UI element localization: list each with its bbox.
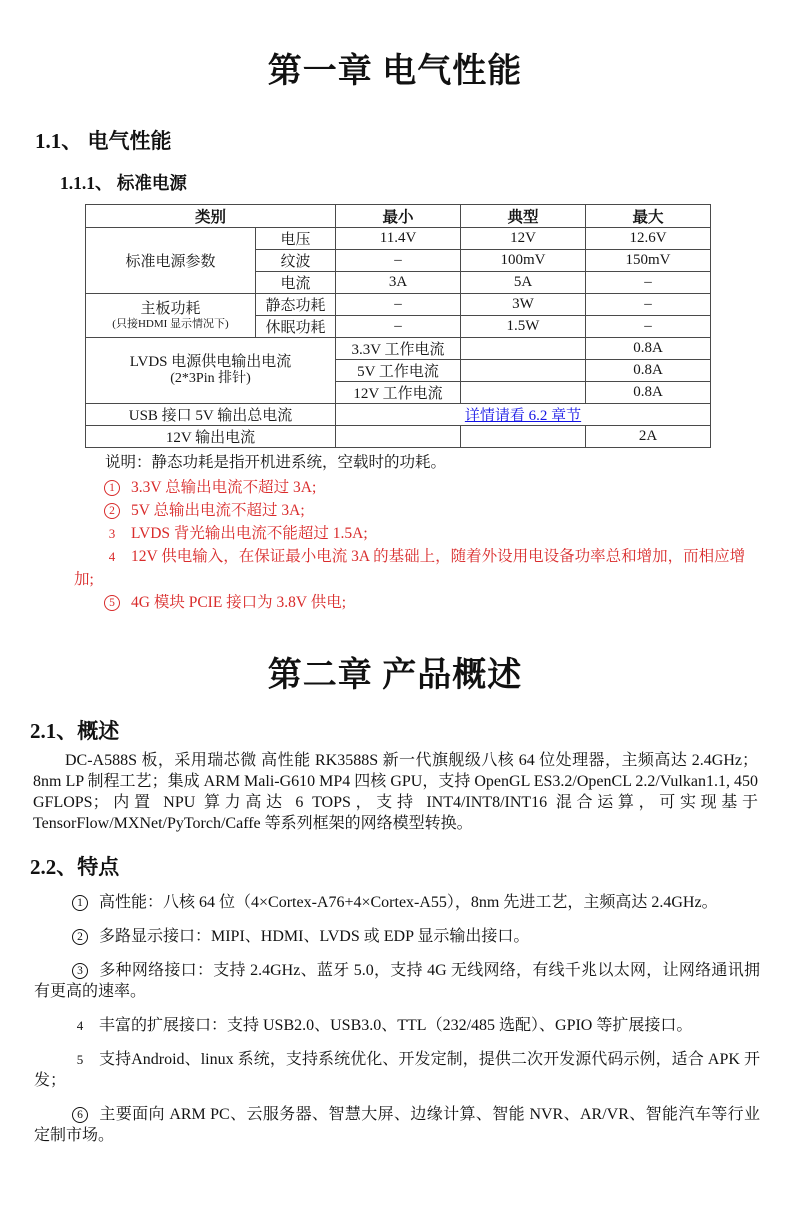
note-1-text: 3.3V 总输出电流不超过 3A;: [131, 479, 317, 496]
cell-voltage-label: 电压: [256, 228, 336, 250]
cell-12v-output-label: 12V 输出电流: [86, 426, 336, 448]
feature-1-circled-number: 1: [72, 895, 88, 911]
cell-ripple-typical: 100mV: [461, 250, 586, 272]
cell-sleep-power-min: –: [336, 316, 461, 338]
section-2-2-heading: 2.2、特点: [30, 855, 120, 879]
group-std-power-params: 标准电源参数: [86, 228, 256, 294]
cell-lvds-3-3v-typical-empty: [461, 338, 586, 360]
cell-voltage-typical: 12V: [461, 228, 586, 250]
table-row-12v-output: [86, 426, 711, 448]
cell-current-min: 3A: [336, 272, 461, 294]
note-intro-text: 说明：静态功耗是指开机进系统，空载时的功耗。: [105, 454, 447, 471]
overview-paragraph: DC-A588S 板，采用瑞芯微 高性能 RK3588S 新一代旗舰级八核 64 位处理器，主频高达 2.4GHz；8nm LP 制程工艺；集成 ARM Mali-G610 MP4 四核 GPU，支持 OpenGL ES3.2/OpenCL 2.2/Vulkan1.1, 450 GFLOPS；内置 NPU 算力高达 6 TOPS，支持 INT4/INT8/INT16 混合运算，可实现基于 TensorFlow/MXNet/PyTorch/Caffe 等系列框架的网络模型转换。: [33, 752, 758, 832]
note-item-2: [74, 499, 750, 522]
feature-item-5: [34, 1049, 760, 1091]
feature-4-text: 丰富的扩展接口：支持 USB2.0、USB3.0、TTL（232/485 选配）、GPIO 等扩展接口。: [99, 1017, 693, 1034]
cell-lvds-5v-typical-empty: [461, 360, 586, 382]
cell-static-power-min: –: [336, 294, 461, 316]
feature-4-number: 4: [76, 1018, 84, 1033]
section-6-2-link[interactable]: 详情请看 6.2 章节: [464, 408, 582, 424]
note-5-text: 4G 模块 PCIE 接口为 3.8V 供电;: [131, 594, 347, 611]
table-header-row: [86, 205, 711, 228]
cell-static-power-max: –: [586, 294, 711, 316]
table-row-lvds-3-3v: [86, 338, 711, 360]
cell-lvds-5v-label: 5V 工作电流: [336, 360, 461, 382]
cell-lvds-5v-max: 0.8A: [586, 360, 711, 382]
cell-current-label: 电流: [256, 272, 336, 294]
cell-voltage-min: 11.4V: [336, 228, 461, 250]
section-1-1-heading: 1.1、 电气性能: [35, 129, 172, 153]
notes-list: [74, 476, 750, 614]
board-power-sublabel: (只接HDMI 显示情况下): [112, 318, 229, 330]
note-item-3: [74, 522, 750, 545]
chapter2-title: 第二章 产品概述: [267, 657, 523, 694]
document-page: [0, 46, 790, 1224]
cell-sleep-power-typical: 1.5W: [461, 316, 586, 338]
cell-12v-output-min-empty: [336, 426, 461, 448]
cell-12v-output-max: 2A: [586, 426, 711, 448]
cell-lvds-12v-max: 0.8A: [586, 382, 711, 404]
cell-ripple-max: 150mV: [586, 250, 711, 272]
board-power-label: 主板功耗: [140, 301, 201, 317]
note-item-4: [74, 545, 750, 591]
cell-usb-label: USB 接口 5V 输出总电流: [86, 404, 336, 426]
features-list: [34, 892, 760, 1146]
feature-1-text: 高性能：八核 64 位（4×Cortex-A76+4×Cortex-A55），8nm 先进工艺，主频高达 2.4GHz。: [99, 894, 718, 911]
cell-usb-link: [336, 404, 711, 426]
cell-voltage-max: 12.6V: [586, 228, 711, 250]
section-2-1-heading: 2.1、概述: [30, 719, 120, 743]
note-4-number: 4: [108, 549, 116, 564]
lvds-sublabel: (2*3Pin 排针): [170, 371, 251, 386]
cell-static-power-typical: 3W: [461, 294, 586, 316]
lvds-label: LVDS 电源供电输出电流: [129, 354, 292, 370]
cell-lvds-12v-typical-empty: [461, 382, 586, 404]
cell-sleep-power-label: 休眠功耗: [256, 316, 336, 338]
feature-item-2: [34, 926, 760, 947]
cell-ripple-min: –: [336, 250, 461, 272]
note-item-1: [74, 476, 750, 499]
feature-6-circled-number: 6: [72, 1107, 88, 1123]
note-2-circled-number: 2: [104, 503, 120, 519]
cell-current-typical: 5A: [461, 272, 586, 294]
table-row-voltage: [86, 228, 711, 250]
cell-lvds-3-3v-label: 3.3V 工作电流: [336, 338, 461, 360]
cell-lvds-12v-label: 12V 工作电流: [336, 382, 461, 404]
feature-2-circled-number: 2: [72, 929, 88, 945]
group-lvds-output: [86, 338, 336, 404]
header-min: 最小: [336, 205, 461, 228]
feature-3-circled-number: 3: [72, 963, 88, 979]
feature-item-4: [34, 1015, 760, 1036]
note-3-number: 3: [108, 526, 116, 541]
feature-item-3: [34, 960, 760, 1002]
standard-power-table: [85, 204, 711, 448]
chapter1-title: 第一章 电气性能: [267, 53, 523, 90]
header-category: 类别: [86, 205, 336, 228]
cell-sleep-power-max: –: [586, 316, 711, 338]
feature-item-1: [34, 892, 760, 913]
note-item-5: [74, 591, 750, 614]
feature-3-text: 多种网络接口：支持 2.4GHz、蓝牙 5.0，支持 4G 无线网络，有线千兆以太网，让网络通讯拥有更高的速率。: [34, 962, 760, 1000]
cell-lvds-3-3v-max: 0.8A: [586, 338, 711, 360]
cell-12v-output-typical-empty: [461, 426, 586, 448]
note-2-text: 5V 总输出电流不超过 3A;: [131, 502, 305, 519]
header-max: 最大: [586, 205, 711, 228]
note-4-text: 12V 供电输入，在保证最小电流 3A 的基础上，随着外设用电设备功率总和增加，而相应增加;: [74, 548, 746, 588]
cell-current-max: –: [586, 272, 711, 294]
section-1-1-1-heading: 1.1.1、 标准电源: [60, 173, 187, 193]
feature-5-text: 支持Android、linux 系统，支持系统优化、开发定制，提供二次开发源代码示例，适合 APK 开发；: [34, 1051, 760, 1089]
note-1-circled-number: 1: [104, 480, 120, 496]
feature-6-text: 主要面向 ARM PC、云服务器、智慧大屏、边缘计算、智能 NVR、AR/VR、智能汽车等行业定制市场。: [34, 1106, 760, 1144]
table-row-usb-output: [86, 404, 711, 426]
note-5-circled-number: 5: [104, 595, 120, 611]
group-board-power: [86, 294, 256, 338]
header-typical: 典型: [461, 205, 586, 228]
feature-5-number: 5: [76, 1052, 84, 1067]
table-row-static-power: [86, 294, 711, 316]
feature-2-text: 多路显示接口：MIPI、HDMI、LVDS 或 EDP 显示输出接口。: [99, 928, 530, 945]
cell-static-power-label: 静态功耗: [256, 294, 336, 316]
note-3-text: LVDS 背光输出电流不能超过 1.5A;: [131, 525, 368, 542]
feature-item-6: [34, 1104, 760, 1146]
cell-ripple-label: 纹波: [256, 250, 336, 272]
